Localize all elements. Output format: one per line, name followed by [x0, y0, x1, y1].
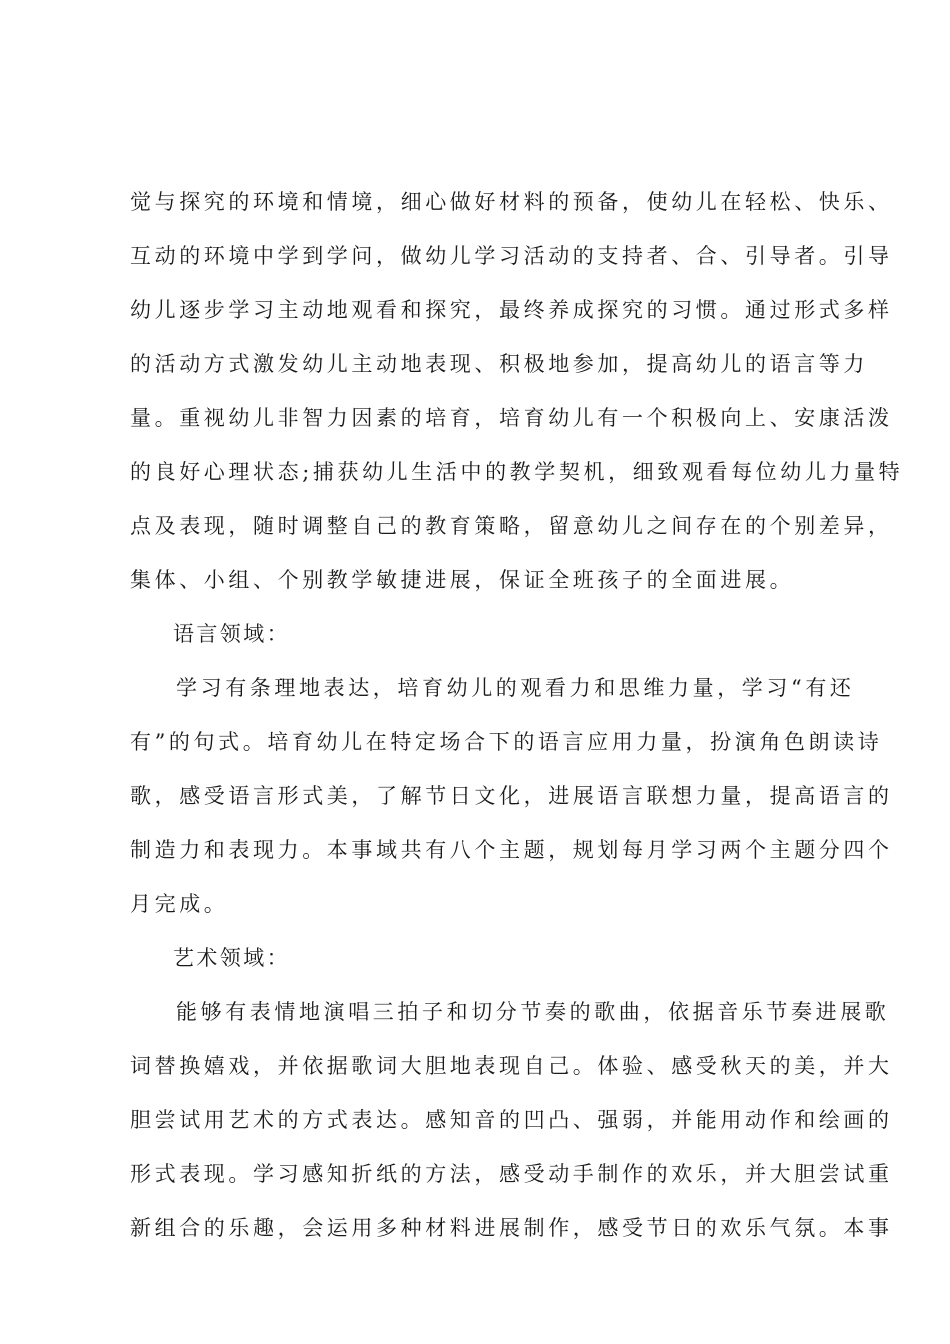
text-line: 能够有表情地演唱三拍子和切分节奏的歌曲，依据音乐节奏进展歌: [176, 1000, 890, 1024]
text-line: 有”的句式。培育幼儿在特定场合下的语言应用力量，扮演角色朗读诗: [130, 730, 883, 754]
text-line: 月完成。: [130, 892, 229, 916]
text-line: 集体、小组、个别教学敏捷进展，保证全班孩子的全面进展。: [130, 568, 795, 592]
text-line: 的良好心理状态;捕获幼儿生活中的教学契机，细致观看每位幼儿力量特: [130, 460, 904, 484]
text-line: 胆尝试用艺术的方式表达。感知音的凹凸、强弱，并能用动作和绘画的: [130, 1108, 893, 1132]
text-line: 互动的环境中学到学问，做幼儿学习活动的支持者、合、引导者。引导: [130, 244, 893, 268]
section-heading-language: 语言领域：: [173, 622, 290, 646]
text-line: 量。重视幼儿非智力因素的培育，培育幼儿有一个积极向上、安康活泼: [130, 406, 893, 430]
text-line: 歌，感受语言形式美，了解节日文化，进展语言联想力量，提高语言的: [130, 784, 893, 808]
text-line: 形式表现。学习感知折纸的方法，感受动手制作的欢乐，并大胆尝试重: [130, 1162, 893, 1186]
text-line: 制造力和表现力。本事域共有八个主题，规划每月学习两个主题分四个: [130, 838, 893, 862]
text-line: 的活动方式激发幼儿主动地表现、积极地参加，提高幼儿的语言等力: [130, 352, 868, 376]
text-line: 觉与探究的环境和情境，细心做好材料的预备，使幼儿在轻松、快乐、: [130, 190, 893, 214]
text-line: 学习有条理地表达，培育幼儿的观看力和思维力量，学习“有还: [176, 676, 855, 700]
text-line: 新组合的乐趣，会运用多种材料进展制作，感受节日的欢乐气氛。本事: [130, 1216, 893, 1240]
section-heading-art: 艺术领域：: [173, 946, 290, 970]
text-line: 幼儿逐步学习主动地观看和探究，最终养成探究的习惯。通过形式多样: [130, 298, 893, 322]
text-line: 点及表现，随时调整自己的教育策略，留意幼儿之间存在的个别差异，: [130, 514, 893, 538]
text-line: 词替换嬉戏，并依据歌词大胆地表现自己。体验、感受秋天的美，并大: [130, 1054, 893, 1078]
